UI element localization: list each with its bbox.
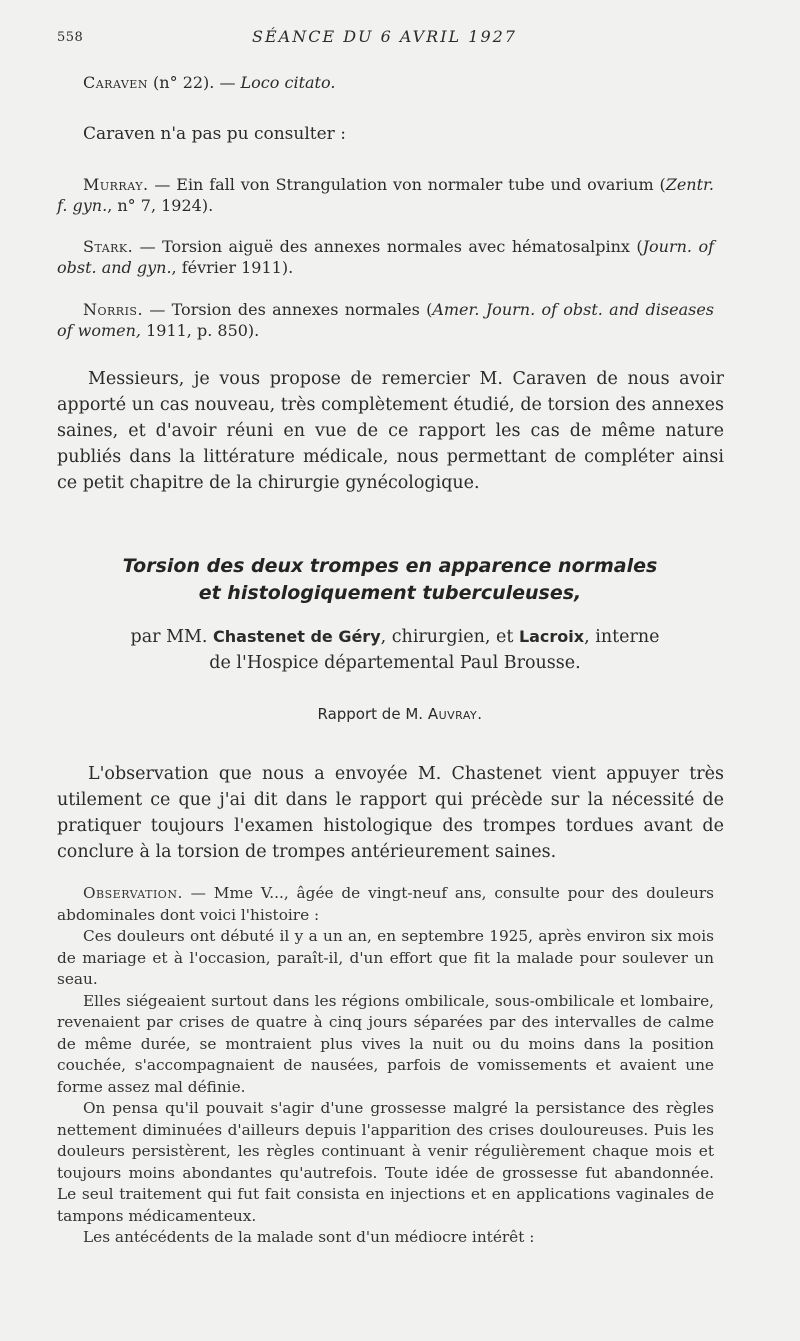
page-number: 558 <box>57 30 84 45</box>
observation-block: Observation. — Mme V..., âgée de vingt-neuf ans, consulte pour des douleurs abdominales dont voici l'histoire : Ces douleurs ont débuté il y a un an, en septembre 1925, après environ six mois de mariage et à l'occasion, paraît-il, d'un effort que fit la malade pour soulever un seau. Elles siégeaient surtout dans les régions ombilicale, sous-ombilicale et lombaire, revenaient par crises de quatre à cinq jours séparées par des intervalles de calme de même durée, se montraient plus vives la nuit ou du moins dans la position couchée, s'accompagnaient de nausées, parfois de vomissements et avaient une forme assez mal définie. On pensa qu'il pouvait s'agir d'une grossesse malgré la persistance des règles nettement diminuées d'ailleurs depuis l'apparition des crises douloureuses. Puis les douleurs persistèrent, les règles continuant à venir régulièrement chaque mois et toujours moins abondantes qu'autrefois. Toute idée de grossesse fut abandonnée. Le seul traitement qui fut fait consista en injections et en applications vaginales de tampons médicamenteux. Les antécédents de la malade sont d'un médiocre intérêt : <box>57 884 714 1246</box>
reference-norris: Norris. — Torsion des annexes normales (Amer. Journ. of obst. and diseases of women, 1911, p. 850). <box>57 300 714 340</box>
rapport-line: Rapport de M. Auvray. <box>317 705 483 723</box>
reference-stark: Stark. — Torsion aiguë des annexes normales avec hématosalpinx (Journ. of obst. and gyn., février 1911). <box>57 237 715 277</box>
author-lacroix: Lacroix <box>518 627 585 646</box>
conclusion-paragraph: Messieurs, je vous propose de remercier M. Caraven de nous avoir apporté un cas nouveau, très complètement étudié, de torsion des annexes saines, et d'avoir réuni en vue de ce rapport les cas de même nature publiés dans la littérature médicale, nous permettant de compléter ainsi ce petit chapitre de la chirurgie gynécologique. <box>57 369 724 493</box>
section-authors: par MM. Chastenet de Géry, chirurgien, et Lacroix, interne de l'Hospice départemental Paul Brousse. <box>130 627 660 673</box>
references-intro: Caraven n'a pas pu consulter : <box>83 124 346 144</box>
observation-label: Observation. <box>83 884 183 902</box>
author-chastenet: Chastenet de Géry <box>213 627 381 646</box>
running-title: SÉANCE DU 6 AVRIL 1927 <box>252 27 517 46</box>
section-title: Torsion des deux trompes en apparence normales et histologiquement tuberculeuses, <box>122 555 658 604</box>
reference-murray: Murray. — Ein fall von Strangulation von normaler tube und ovarium (Zentr. f. gyn., n° 7, 1924). <box>57 175 714 215</box>
reference-caraven: Caraven (n° 22). — Loco citato. <box>83 73 336 92</box>
report-intro-paragraph: L'observation que nous a envoyée M. Chastenet vient appuyer très utilement ce que j'ai dit dans le rapport qui précède sur la nécessité de pratiquer toujours l'examen histologique des trompes tordues avant de conclure à la torsion de trompes antérieurement saines. <box>57 764 724 862</box>
running-header <box>57 27 712 51</box>
